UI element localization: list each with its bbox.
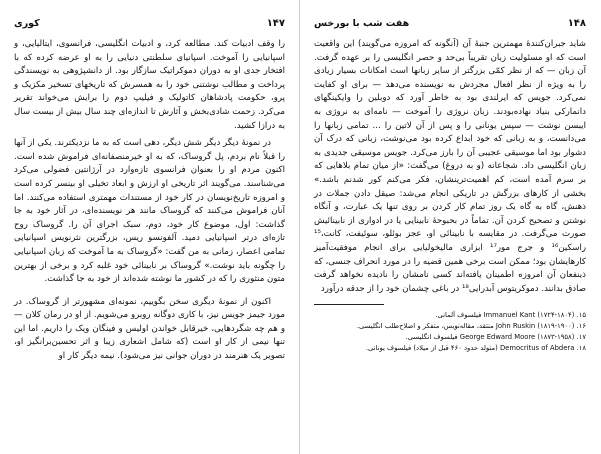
left-header-title: کوری (14, 18, 40, 29)
left-paragraph-1: را وقف ادبیات کند. مطالعه کرد، و ادبیات انگلیسی، فرانسوی، ایتالیایی، و اسپانیایی را آموخت. اسپانیای سلطنتی دنیایی را به او عرضه کرده که با افتخار جدی او به دوران دموکراتیک سازگار بود. از دانشپژوهی به نویسندگی پرداخت و مطالب نوشتنی خود را به همسرش که تاریخهای تسخیر مکزیک و پرو، حکومت پادشاهان کاتولیک و فیلیپ دوم را برایش می‌خواند تقریر می‌کرد. زحمت شادی‌بخش و آثارش تا اندازه‌ای چند سال بیش از بیست سال به درازا کشید. (14, 39, 285, 131)
footnote-18: ۱۸. Democritus of Abdera (متولد حدود ۴۶۰ قبل از میلاد) فیلسوف یونانی. (365, 344, 586, 353)
right-running-head (314, 18, 586, 32)
right-paragraph-1: شاید جبران‌کنندهٔ مهمترین جنبهٔ آن (آنگونه که امروزه می‌گویند) این واقعیت است که او مسئولیت زبان تقریباً بی‌حد و حصر انگلیسی را بر عهده گرفت. آن زبان — که از نظر کمّی بزرگتر از سایر زبانها است امکانات بسیار زیادی را به ویژه از نظر افعال مجردش به نویسنده می‌دهد — برای او کفایت نمی‌کرد. جویس که ایرلندی بود به خاطر آورد که دوبلین را وایکینگهای دانمارکی بنیاد نهاده‌بودند. زبان نروژی را آموخت — نامه‌ای به نروژی به ایبسن نوشت — سپس یونانی را و پس از آن لاتین را ... تمامی زبانها را می‌دانست، و به زبانی که خود ابداع کرده بود می‌نوشت، زبانی که درک آن دشوار بود اما موسیقی عجیبی آن را بارز می‌کرد. جویس موسیقی جدیدی به زبان انگلیسی داد. شجاعانه (و به دروغ) می‌گفت: «از میان تمام بلاهایی که بر سرم آمده است، کم اهمیت‌ترینشان، فکر می‌کنم کور شدنم باشد.» بخشی از کارهای بزرگش در تاریکی انجام می‌شد: صیقل دادن جملات در ذهنش، گاه به گاه یک روز تمام کار کردن بر روی تنها یک عبارت، و آنگاه نوشتن و تصحیح کردن آن. تماماً در بحبوحهٔ نابینایی یا در ادواری از نابینائیش صورت می‌گرفت. در مقایسه با نابینائی او، عجز بوئلو، سوئیفت، کانت،¹⁵ راسکین¹⁶ و جرج مور¹⁷ ابزاری مالیخولیایی برای انجام موفقیت‌آمیز کارهایشان بود؛ ممکن است برخی همین قضیه را در مورد انحراف جنسی، که ذینفعان آن امروزه اطمینان یافته‌اند کسی نامشان را نادیده نخواهد گرفت صادق بدانند. دموکریتوس آبدرایی¹⁸ در باغی چشمان خود را از حدقه درآورد (314, 39, 586, 294)
right-header-title: هفت شب با بورخس (314, 18, 410, 29)
left-page (0, 0, 300, 454)
left-page-body (14, 38, 285, 364)
left-running-head (14, 18, 285, 32)
right-page (300, 0, 600, 454)
footnote-16: ۱۶. John Ruskin (۱۸۱۹-۱۹۰۰) منتقد، مقاله‌نویس، متفکر و اصلاح‌طلب انگلیسی. (356, 322, 586, 331)
footnote-divider (314, 304, 384, 305)
left-paragraph-2: در نمونهٔ دیگر دیگر شش دیگر، دهی است که به ما نزدیکترند. یکی از آنها را قبلاً نام بردم، پل گروساک، که به او خیرمنصفانه‌ای فراموش شده است. اکنون مردم او را بعنوان فرانسوی تازه‌وارد در آرژانتین فضولی می‌کرد می‌شناسند. می‌گویند اثر تاریخی او ارزش و ابعاد تخیلی او بینسر کرده است و امروزه تاریخ‌نویسان در کار خود از مستندات مهمتری استفاده می‌کنند. اما آنان فراموش می‌کنند که گروساک مانند هر نویسنده‌ای، در آثار خود به جا گذاشت: اول، موضوع کار خود، دوم، سبک اجرای آن را. گروساک روح تازه‌ای درتر اسپانیایی دمید. آلفونسو ریس، بزرگترین نثرنویس اسپانیایی تمامی اعصار، زمانی به من گفت: «گروساک به ما آموخت که زبان اسپانیایی را چگونه باید نوشت.» گروساک بر نابینائی خود غلبه کرد و برخی از بهترین متون منثوری را که در کشور ما نوشته شده‌اند از خود به جا گذاشت. (14, 138, 285, 285)
footnote-15: ۱۵. Immanuel Kant (۱۷۲۴-۱۸۰۴) فیلسوف آلمانی. (435, 311, 586, 320)
footnote-17: ۱۷. George Edward Moore (۱۸۷۳-۱۹۵۸) فیلسوف انگلیسی. (405, 333, 586, 342)
left-page-number: ۱۴۷ (266, 18, 285, 29)
right-page-number: ۱۴۸ (567, 18, 586, 29)
footnotes (314, 310, 586, 354)
right-page-body (314, 38, 586, 296)
left-paragraph-3: اکنون از نمونهٔ دیگری سخن بگوییم، نمونه‌ای مشهورتر از گروساک. در مورد جیمز جویس نیز، با کاری دوگانه روبرو می‌شویم. از او در رمان کلان — و هم چه شگردهایی، خیرقابل خواندن اولیس و فینگان ویک را داریم. اما این تنها نیمی از کار او است (که شامل اشعاری زیبا و اثر تحسین‌برانگیز او، تصویر یک هنرمند در دوران جوانی نیز می‌شود). نیمه دیگر کار او (14, 296, 285, 362)
